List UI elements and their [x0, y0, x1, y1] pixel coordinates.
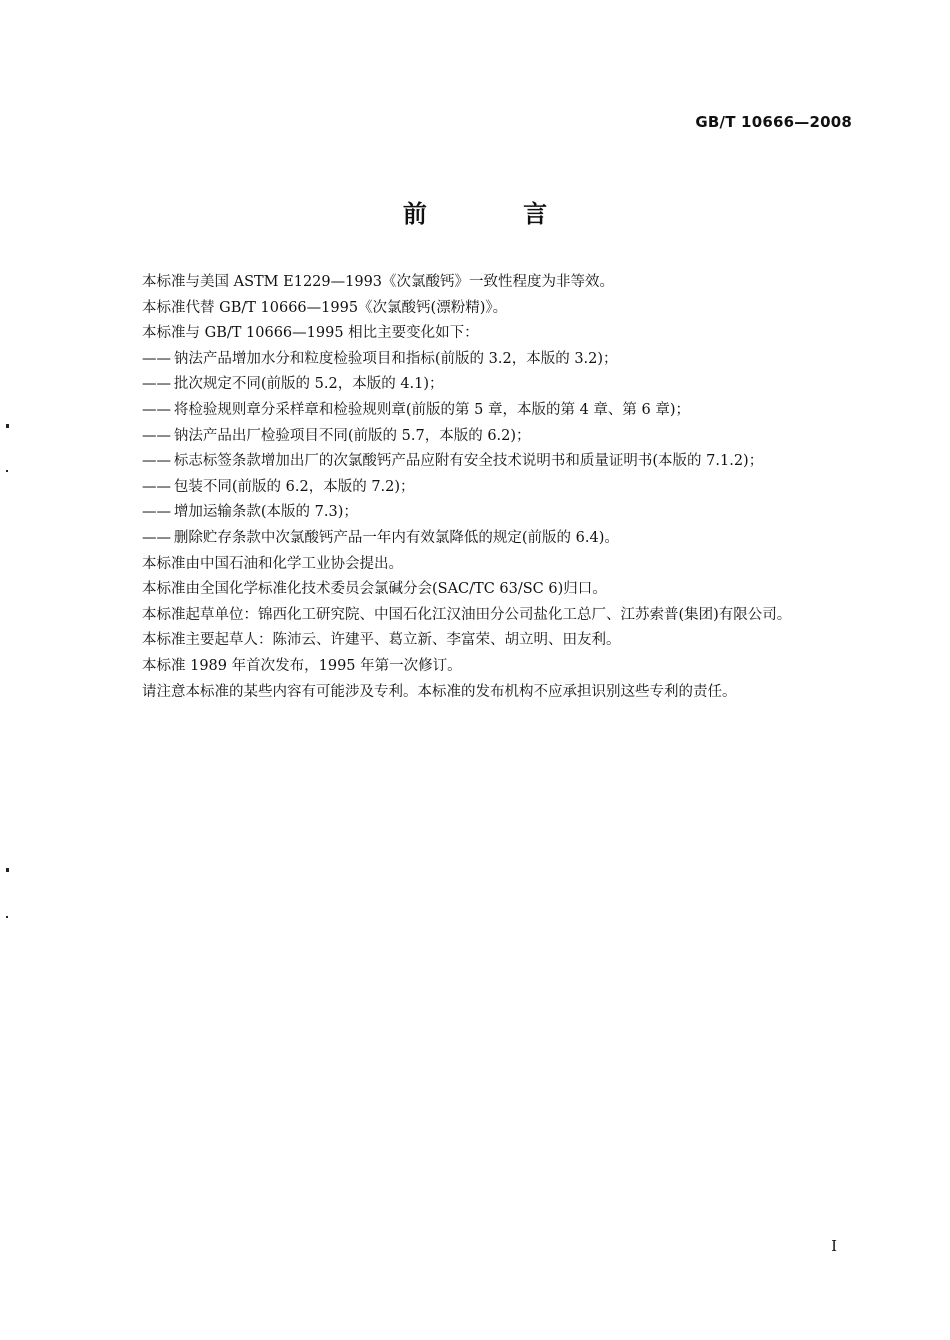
change-item [113, 398, 853, 424]
scan-mark [6, 424, 9, 428]
paragraph: 本标准由全国化学标准化技术委员会氯碱分会(SAC/TC 63/SC 6)归口。 [142, 581, 607, 598]
change-item [113, 449, 853, 475]
change-item-text: 标志标签条款增加出厂的次氯酸钙产品应附有安全技术说明书和质量证明书(本版的 7.1.2)； [173, 453, 764, 470]
change-item-text: 将检验规则章分采样章和检验规则章(前版的第 5 章，本版的第 4 章、第 6 章)； [173, 401, 691, 418]
dash-marker: —— [142, 478, 171, 495]
scan-mark [6, 470, 8, 472]
paragraph: 本标准起草单位：锦西化工研究院、中国石化江汉油田分公司盐化工总厂、江苏索普(集团)有限公司。 [142, 606, 792, 623]
change-item [113, 424, 853, 450]
paragraph: 本标准 1989 年首次发布，1995 年第一次修订。 [142, 657, 462, 674]
change-item [113, 526, 853, 552]
paragraph: 本标准代替 GB/T 10666—1995《次氯酸钙(漂粉精)》。 [142, 299, 508, 316]
change-item [113, 372, 853, 398]
change-item-text: 钠法产品出厂检验项目不同(前版的 5.7，本版的 6.2)； [173, 427, 531, 444]
change-item-text: 增加运输条款(本版的 7.3)； [173, 504, 358, 521]
dash-marker: —— [142, 427, 171, 444]
change-item-text: 包装不同(前版的 6.2，本版的 7.2)； [173, 478, 415, 495]
page-number: I [831, 1237, 837, 1255]
change-item-text: 批次规定不同(前版的 5.2，本版的 4.1)； [173, 376, 444, 393]
paragraph: 请注意本标准的某些内容有可能涉及专利。本标准的发布机构不应承担识别这些专利的责任。 [142, 683, 737, 700]
change-item-text: 删除贮存条款中次氯酸钙产品一年内有效氯降低的规定(前版的 6.4)。 [173, 529, 619, 546]
change-item [113, 347, 853, 373]
change-item [113, 475, 853, 501]
page-title: 前 言 [402, 200, 592, 228]
dash-marker: —— [142, 504, 171, 521]
dash-marker: —— [142, 350, 171, 367]
dash-marker: —— [142, 376, 171, 393]
paragraph: 本标准与美国 ASTM E1229—1993《次氯酸钙》一致性程度为非等效。 [142, 274, 615, 290]
paragraph: 本标准与 GB/T 10666—1995 相比主要变化如下： [142, 325, 479, 342]
paragraph: 本标准由中国石油和化学工业协会提出。 [142, 555, 403, 572]
dash-marker: —— [142, 401, 171, 418]
dash-marker: —— [142, 529, 171, 546]
scan-mark [6, 916, 8, 918]
change-item [113, 500, 853, 526]
scan-mark [6, 868, 9, 872]
document-body [113, 270, 853, 705]
paragraph: 本标准主要起草人：陈沛云、许建平、葛立新、李富荣、胡立明、田友利。 [142, 632, 621, 649]
standard-code: GB/T 10666—2008 [695, 113, 852, 131]
dash-marker: —— [142, 453, 171, 470]
change-item-text: 钠法产品增加水分和粒度检验项目和指标(前版的 3.2，本版的 3.2)； [173, 350, 618, 367]
